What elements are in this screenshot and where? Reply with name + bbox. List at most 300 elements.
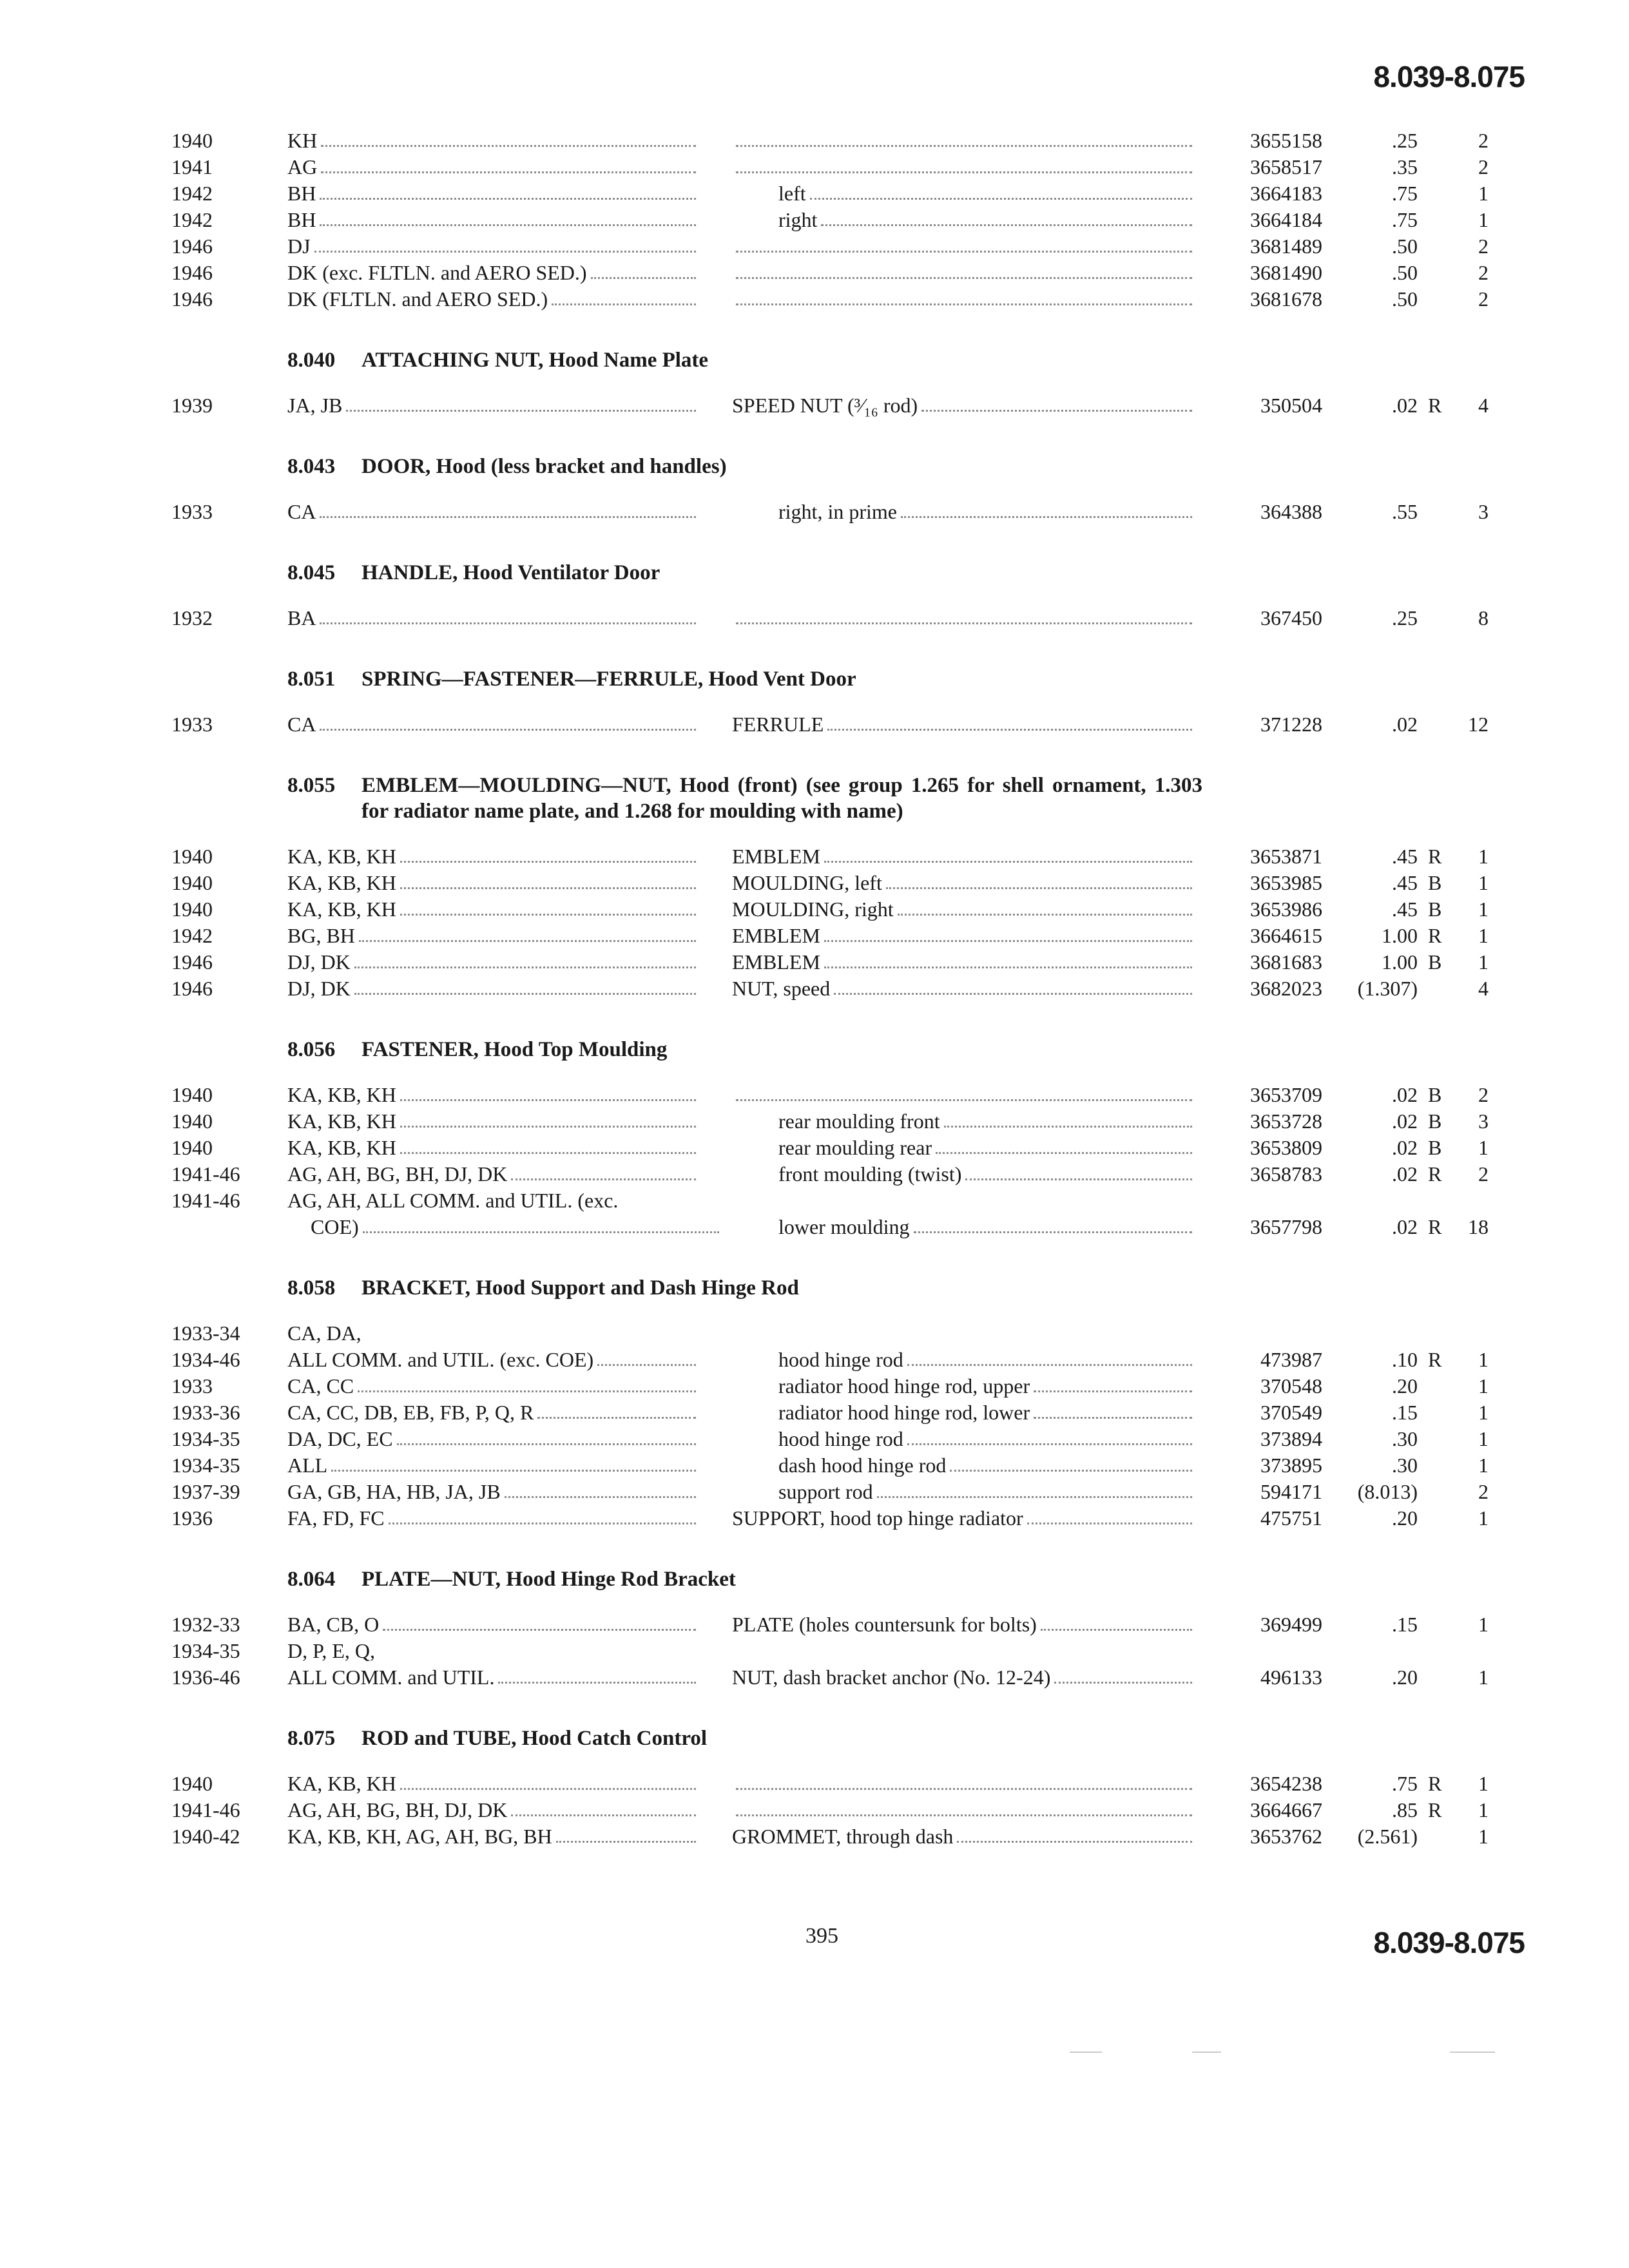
dot-leader bbox=[389, 1505, 696, 1524]
table-row bbox=[0, 1399, 1629, 1426]
table-row bbox=[0, 1108, 1629, 1135]
list-price: (1.307) bbox=[1357, 977, 1418, 1000]
dot-leader bbox=[736, 233, 1192, 253]
part-description bbox=[778, 1399, 1196, 1426]
list-price: .02 bbox=[1392, 1215, 1418, 1238]
section-title: FASTENER, Hood Top Moulding bbox=[361, 1038, 668, 1061]
list-price: .02 bbox=[1392, 713, 1418, 736]
dot-leader bbox=[383, 1611, 696, 1631]
model-year: 1936 bbox=[171, 1506, 213, 1530]
dot-leader bbox=[901, 499, 1192, 518]
quantity: 2 bbox=[1478, 235, 1489, 258]
part-description-text: GROMMET, through dash bbox=[732, 1825, 954, 1848]
parts-list bbox=[0, 128, 1629, 1850]
section-heading bbox=[0, 1566, 1629, 1592]
price-code: B bbox=[1428, 1083, 1442, 1106]
table-row bbox=[0, 1426, 1629, 1452]
model-codes-text: KA, KB, KH bbox=[287, 845, 396, 868]
part-number: 3664667 bbox=[1250, 1798, 1322, 1821]
price-code: R bbox=[1428, 394, 1442, 417]
quantity: 1 bbox=[1478, 1772, 1489, 1795]
table-row bbox=[0, 1479, 1629, 1505]
model-codes-text: BG, BH bbox=[287, 924, 355, 947]
model-year: 1933-34 bbox=[171, 1321, 240, 1345]
list-price: .45 bbox=[1392, 845, 1418, 868]
model-year: 1941-46 bbox=[171, 1189, 240, 1212]
table-row bbox=[0, 949, 1629, 975]
quantity: 1 bbox=[1478, 898, 1489, 921]
table-row bbox=[0, 392, 1629, 419]
model-year: 1934-46 bbox=[171, 1348, 240, 1371]
part-number: 369499 bbox=[1260, 1613, 1322, 1636]
dot-leader bbox=[400, 1082, 696, 1101]
list-price: .30 bbox=[1392, 1454, 1418, 1477]
model-codes-text: DJ bbox=[287, 235, 311, 258]
model-codes-text: ALL bbox=[287, 1454, 328, 1477]
quantity: 1 bbox=[1478, 1454, 1489, 1477]
model-year: 1940 bbox=[171, 1083, 213, 1106]
model-codes-text: AG, AH, BG, BH, DJ, DK bbox=[287, 1798, 508, 1821]
model-codes-text: DA, DC, EC bbox=[287, 1427, 393, 1450]
table-row bbox=[0, 1214, 1629, 1240]
model-year: 1932 bbox=[171, 606, 213, 629]
part-description bbox=[732, 605, 1196, 624]
price-code: R bbox=[1428, 1162, 1442, 1186]
section-spacer bbox=[0, 1691, 1629, 1725]
list-price: 1.00 bbox=[1382, 950, 1418, 974]
table-row bbox=[0, 1823, 1629, 1850]
model-codes-text: D, P, E, Q, bbox=[287, 1639, 376, 1662]
price-code: R bbox=[1428, 1772, 1442, 1795]
dot-leader bbox=[511, 1797, 696, 1816]
part-description bbox=[732, 260, 1196, 279]
dot-leader bbox=[511, 1161, 696, 1180]
model-codes-text: GA, GB, HA, HB, JA, JB bbox=[287, 1480, 501, 1503]
part-description bbox=[732, 843, 1196, 870]
part-description bbox=[732, 1611, 1196, 1638]
model-codes bbox=[287, 1082, 700, 1108]
part-description bbox=[732, 1664, 1196, 1691]
model-year: 1933 bbox=[171, 500, 213, 523]
part-number: 3657798 bbox=[1250, 1215, 1322, 1238]
part-description bbox=[732, 392, 1196, 419]
dot-leader bbox=[1027, 1505, 1192, 1524]
section-title: PLATE—NUT, Hood Hinge Rod Bracket bbox=[361, 1568, 736, 1591]
dot-leader bbox=[950, 1452, 1192, 1472]
dot-leader bbox=[363, 1214, 719, 1233]
dot-leader bbox=[597, 1347, 696, 1366]
part-number: 3681489 bbox=[1250, 235, 1322, 258]
dot-leader bbox=[556, 1823, 696, 1843]
part-number: 373894 bbox=[1260, 1427, 1322, 1450]
dot-leader bbox=[321, 128, 696, 147]
model-codes bbox=[287, 923, 700, 949]
part-number: 3653871 bbox=[1250, 845, 1322, 868]
part-description bbox=[778, 1161, 1196, 1187]
model-year: 1940 bbox=[171, 871, 213, 894]
model-codes-text: CA, CC bbox=[287, 1374, 354, 1398]
part-number: 371228 bbox=[1260, 713, 1322, 736]
list-price: .02 bbox=[1392, 1083, 1418, 1106]
part-description-text: radiator hood hinge rod, lower bbox=[778, 1401, 1030, 1424]
section-number: 8.051 bbox=[287, 668, 336, 691]
model-codes bbox=[287, 499, 700, 525]
quantity: 1 bbox=[1478, 1374, 1489, 1398]
part-description bbox=[778, 1426, 1196, 1452]
dot-leader bbox=[505, 1479, 696, 1498]
section-heading bbox=[0, 454, 1629, 479]
dot-leader bbox=[957, 1823, 1192, 1843]
model-codes bbox=[287, 286, 700, 312]
model-year: 1934-35 bbox=[171, 1427, 240, 1450]
list-price: .50 bbox=[1392, 287, 1418, 311]
list-price: .10 bbox=[1392, 1348, 1418, 1371]
dot-leader bbox=[736, 260, 1192, 279]
part-description-text: front moulding (twist) bbox=[778, 1162, 962, 1186]
model-codes-text: KA, KB, KH bbox=[287, 1083, 396, 1106]
model-codes bbox=[287, 975, 700, 1002]
dot-leader bbox=[400, 1108, 696, 1128]
model-codes-text: KA, KB, KH, AG, AH, BG, BH bbox=[287, 1825, 552, 1848]
model-codes-text: CA bbox=[287, 500, 316, 523]
table-row bbox=[0, 1505, 1629, 1532]
section-spacer bbox=[0, 479, 1629, 499]
price-code: B bbox=[1428, 1110, 1442, 1133]
dot-leader bbox=[944, 1108, 1192, 1128]
table-row bbox=[0, 1373, 1629, 1399]
dot-leader bbox=[914, 1214, 1192, 1233]
model-codes bbox=[287, 233, 700, 260]
model-codes-text: COE) bbox=[311, 1215, 359, 1238]
section-spacer bbox=[0, 1301, 1629, 1320]
part-description bbox=[778, 1373, 1196, 1399]
part-description bbox=[732, 870, 1196, 896]
quantity: 4 bbox=[1478, 977, 1489, 1000]
model-codes bbox=[287, 1373, 700, 1399]
model-year: 1940 bbox=[171, 845, 213, 868]
dot-leader bbox=[1034, 1399, 1192, 1419]
part-description-text: MOULDING, left bbox=[732, 871, 882, 894]
price-code: R bbox=[1428, 1215, 1442, 1238]
model-year: 1946 bbox=[171, 235, 213, 258]
part-number: 3681678 bbox=[1250, 287, 1322, 311]
section-heading bbox=[0, 1725, 1629, 1751]
part-description bbox=[732, 711, 1196, 738]
model-year: 1940 bbox=[171, 1110, 213, 1133]
part-description bbox=[732, 1797, 1196, 1816]
model-year: 1933 bbox=[171, 1374, 213, 1398]
list-price: .75 bbox=[1392, 1772, 1418, 1795]
table-row bbox=[0, 605, 1629, 631]
dot-leader bbox=[320, 711, 696, 731]
quantity: 1 bbox=[1478, 950, 1489, 974]
footer-part-range: 8.039-8.075 bbox=[1373, 1926, 1525, 1959]
model-codes-text: DK (FLTLN. and AERO SED.) bbox=[287, 287, 548, 311]
model-codes-text: AG bbox=[287, 155, 318, 178]
quantity: 2 bbox=[1478, 1480, 1489, 1503]
part-description-text: right bbox=[778, 208, 818, 231]
part-number: 373895 bbox=[1260, 1454, 1322, 1477]
page-number: 395 bbox=[805, 1924, 838, 1948]
model-year: 1941-46 bbox=[171, 1162, 240, 1186]
model-codes-text: AG, AH, ALL COMM. and UTIL. (exc. bbox=[287, 1189, 619, 1212]
dot-leader bbox=[537, 1399, 696, 1419]
quantity: 2 bbox=[1478, 1162, 1489, 1186]
list-price: .55 bbox=[1392, 500, 1418, 523]
section-heading bbox=[287, 773, 1202, 824]
dot-leader bbox=[354, 949, 696, 968]
model-codes-text: KH bbox=[287, 129, 318, 152]
model-codes bbox=[287, 1638, 700, 1664]
part-number: 3653728 bbox=[1250, 1110, 1322, 1133]
quantity: 1 bbox=[1478, 1506, 1489, 1530]
part-description bbox=[732, 1082, 1196, 1101]
part-number: 3664183 bbox=[1250, 182, 1322, 205]
dot-leader bbox=[400, 843, 696, 863]
model-codes bbox=[287, 180, 700, 207]
dot-leader bbox=[314, 233, 696, 253]
list-price: .20 bbox=[1392, 1506, 1418, 1530]
section-spacer bbox=[0, 1751, 1629, 1771]
part-description bbox=[732, 975, 1196, 1002]
part-number: 364388 bbox=[1260, 500, 1322, 523]
section-title: DOOR, Hood (less bracket and handles) bbox=[361, 455, 727, 478]
table-row bbox=[0, 154, 1629, 180]
model-codes bbox=[287, 1347, 700, 1373]
dot-leader bbox=[736, 1082, 1192, 1101]
model-year: 1934-35 bbox=[171, 1639, 240, 1662]
part-description bbox=[732, 896, 1196, 923]
model-codes bbox=[287, 1505, 700, 1532]
section-spacer bbox=[0, 586, 1629, 605]
part-description bbox=[732, 949, 1196, 975]
dot-leader bbox=[821, 207, 1192, 226]
part-number: 3681683 bbox=[1250, 950, 1322, 974]
model-codes bbox=[287, 1108, 700, 1135]
section-number: 8.040 bbox=[287, 349, 336, 372]
dot-leader bbox=[320, 180, 696, 200]
dot-leader bbox=[886, 870, 1192, 889]
list-price: .75 bbox=[1392, 208, 1418, 231]
quantity: 1 bbox=[1478, 1613, 1489, 1636]
section-number: 8.056 bbox=[287, 1038, 336, 1061]
model-codes-text: KA, KB, KH bbox=[287, 1772, 396, 1795]
list-price: .02 bbox=[1392, 1162, 1418, 1186]
section-spacer bbox=[0, 1062, 1629, 1082]
dot-leader bbox=[591, 260, 696, 279]
model-year: 1940 bbox=[171, 129, 213, 152]
quantity: 1 bbox=[1478, 1348, 1489, 1371]
section-title: BRACKET, Hood Support and Dash Hinge Rod bbox=[361, 1276, 799, 1300]
quantity: 1 bbox=[1478, 182, 1489, 205]
model-codes bbox=[287, 870, 700, 896]
section-spacer bbox=[0, 1592, 1629, 1611]
part-number: 496133 bbox=[1260, 1666, 1322, 1689]
part-number: 350504 bbox=[1260, 394, 1322, 417]
list-price: .15 bbox=[1392, 1401, 1418, 1424]
dot-leader bbox=[498, 1664, 696, 1684]
part-number: 3654238 bbox=[1250, 1772, 1322, 1795]
part-number: 3655158 bbox=[1250, 129, 1322, 152]
dot-leader bbox=[358, 1373, 696, 1392]
price-code: R bbox=[1428, 924, 1442, 947]
quantity: 12 bbox=[1468, 713, 1489, 736]
dot-leader bbox=[827, 711, 1192, 731]
section-spacer bbox=[0, 692, 1629, 711]
model-codes-text: FA, FD, FC bbox=[287, 1506, 385, 1530]
table-row bbox=[0, 233, 1629, 260]
model-codes bbox=[287, 843, 700, 870]
model-year: 1946 bbox=[171, 261, 213, 284]
part-description-text: SPEED NUT (³⁄₁₆ rod) bbox=[732, 394, 918, 417]
dot-leader bbox=[898, 896, 1192, 916]
model-codes bbox=[287, 1320, 700, 1347]
quantity: 1 bbox=[1478, 871, 1489, 894]
list-price: 1.00 bbox=[1382, 924, 1418, 947]
dot-leader bbox=[397, 1426, 696, 1445]
model-codes bbox=[287, 1479, 700, 1505]
table-row bbox=[0, 711, 1629, 738]
dot-leader bbox=[1034, 1373, 1192, 1392]
model-codes bbox=[287, 392, 700, 419]
section-spacer bbox=[0, 1240, 1629, 1275]
quantity: 2 bbox=[1478, 155, 1489, 178]
dot-leader bbox=[736, 605, 1192, 624]
model-year: 1946 bbox=[171, 977, 213, 1000]
model-codes bbox=[287, 1771, 700, 1797]
model-codes-text: ALL COMM. and UTIL. bbox=[287, 1666, 495, 1689]
quantity: 1 bbox=[1478, 1427, 1489, 1450]
model-codes bbox=[287, 1187, 700, 1214]
dot-leader bbox=[824, 843, 1192, 863]
header-part-range: 8.039-8.075 bbox=[1373, 60, 1525, 93]
list-price: .30 bbox=[1392, 1427, 1418, 1450]
table-row bbox=[0, 1611, 1629, 1638]
dot-leader bbox=[834, 975, 1192, 995]
model-year: 1932-33 bbox=[171, 1613, 240, 1636]
part-description-text: support rod bbox=[778, 1480, 873, 1503]
table-row bbox=[0, 870, 1629, 896]
part-number: 370549 bbox=[1260, 1401, 1322, 1424]
part-number: 3653986 bbox=[1250, 898, 1322, 921]
part-description bbox=[778, 1479, 1196, 1505]
table-row bbox=[0, 260, 1629, 286]
part-description bbox=[732, 1505, 1196, 1532]
model-codes bbox=[287, 128, 700, 154]
section-number: 8.043 bbox=[287, 455, 336, 478]
section-heading bbox=[0, 560, 1629, 586]
part-description bbox=[778, 1452, 1196, 1479]
list-price: .85 bbox=[1392, 1798, 1418, 1821]
part-description bbox=[778, 1347, 1196, 1373]
model-year: 1940 bbox=[171, 898, 213, 921]
part-description-text: NUT, speed bbox=[732, 977, 831, 1000]
part-number: 3682023 bbox=[1250, 977, 1322, 1000]
model-codes-text: BA, CB, O bbox=[287, 1613, 380, 1636]
part-number: 594171 bbox=[1260, 1480, 1322, 1503]
part-description-text: right, in prime bbox=[778, 500, 897, 523]
model-codes-text: BH bbox=[287, 208, 316, 231]
table-row bbox=[0, 1771, 1629, 1797]
part-number: 3664184 bbox=[1250, 208, 1322, 231]
dot-leader bbox=[346, 392, 696, 412]
part-description bbox=[778, 1108, 1196, 1135]
model-codes-text: JA, JB bbox=[287, 394, 343, 417]
model-codes-text: DJ, DK bbox=[287, 977, 351, 1000]
part-description-text: hood hinge rod bbox=[778, 1348, 903, 1371]
part-description-text: SUPPORT, hood top hinge radiator bbox=[732, 1506, 1023, 1530]
list-price: .45 bbox=[1392, 871, 1418, 894]
dot-leader bbox=[936, 1135, 1192, 1154]
part-description-text: PLATE (holes countersunk for bolts) bbox=[732, 1613, 1037, 1636]
quantity: 2 bbox=[1478, 1083, 1489, 1106]
part-description-text: MOULDING, right bbox=[732, 898, 894, 921]
price-code: B bbox=[1428, 1136, 1442, 1159]
part-description bbox=[778, 180, 1196, 207]
part-description bbox=[778, 1214, 1196, 1240]
dot-leader bbox=[1054, 1664, 1192, 1684]
list-price: .25 bbox=[1392, 129, 1418, 152]
dot-leader bbox=[320, 207, 696, 226]
section-spacer bbox=[0, 824, 1629, 843]
table-row bbox=[0, 896, 1629, 923]
model-codes-text: KA, KB, KH bbox=[287, 1136, 396, 1159]
quantity: 2 bbox=[1478, 129, 1489, 152]
dot-leader bbox=[400, 1771, 696, 1790]
quantity: 4 bbox=[1478, 394, 1489, 417]
dot-leader bbox=[400, 870, 696, 889]
part-description bbox=[778, 207, 1196, 233]
price-code: R bbox=[1428, 1348, 1442, 1371]
list-price: .02 bbox=[1392, 394, 1418, 417]
model-year: 1934-35 bbox=[171, 1454, 240, 1477]
model-year: 1936-46 bbox=[171, 1666, 240, 1689]
model-codes bbox=[287, 1797, 700, 1823]
dot-leader bbox=[359, 923, 696, 942]
model-codes bbox=[287, 896, 700, 923]
dot-leader bbox=[921, 392, 1192, 412]
part-number: 3664615 bbox=[1250, 924, 1322, 947]
model-year: 1941 bbox=[171, 155, 213, 178]
section-number: 8.058 bbox=[287, 1276, 336, 1300]
quantity: 1 bbox=[1478, 845, 1489, 868]
model-codes-text: KA, KB, KH bbox=[287, 898, 396, 921]
section-heading bbox=[0, 1275, 1629, 1301]
section-title: SPRING—FASTENER—FERRULE, Hood Vent Door bbox=[361, 668, 856, 691]
part-number: 367450 bbox=[1260, 606, 1322, 629]
table-row bbox=[0, 1452, 1629, 1479]
table-row bbox=[0, 1161, 1629, 1187]
list-price: .20 bbox=[1392, 1666, 1418, 1689]
list-price: .45 bbox=[1392, 898, 1418, 921]
model-codes bbox=[287, 1214, 723, 1240]
model-codes bbox=[287, 1135, 700, 1161]
dot-leader bbox=[354, 975, 696, 995]
section-number: 8.075 bbox=[287, 1727, 336, 1750]
model-codes bbox=[287, 1426, 700, 1452]
part-description bbox=[778, 1135, 1196, 1161]
model-codes-text: CA, DA, bbox=[287, 1321, 361, 1345]
dot-leader bbox=[965, 1161, 1192, 1180]
model-year: 1940 bbox=[171, 1136, 213, 1159]
model-year: 1941-46 bbox=[171, 1798, 240, 1821]
part-number: 3653985 bbox=[1250, 871, 1322, 894]
model-year: 1940-42 bbox=[171, 1825, 240, 1848]
model-codes-text: DJ, DK bbox=[287, 950, 351, 974]
dot-leader bbox=[321, 154, 696, 173]
section-spacer bbox=[0, 525, 1629, 560]
model-year: 1942 bbox=[171, 208, 213, 231]
